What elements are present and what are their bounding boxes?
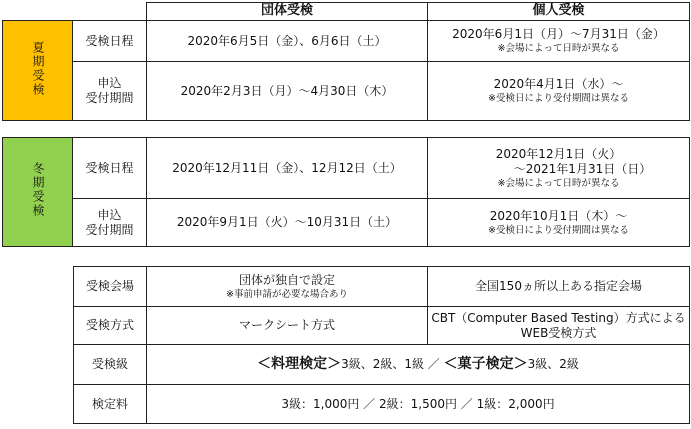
summer-season-label: 夏期受検 bbox=[3, 21, 73, 121]
winter-exam-date-individual-line2: ～2021年1月31日（日） bbox=[513, 161, 652, 176]
venue-label: 受検会場 bbox=[74, 267, 147, 307]
level-cooking-grades: 3級、2級、1級 ／ bbox=[341, 356, 444, 371]
winter-apply-individual-note: ※受検日により受付期間は異なる bbox=[488, 224, 629, 236]
method-group: マークシート方式 bbox=[147, 307, 428, 345]
header-group: 団体受検 bbox=[147, 3, 428, 21]
summer-apply-individual-note: ※受検日により受付期間は異なる bbox=[488, 93, 629, 105]
summer-schedule-table bbox=[2, 2, 690, 121]
winter-season-label: 冬期受検 bbox=[3, 138, 73, 247]
header-blank-cell bbox=[3, 3, 147, 21]
summer-exam-date-individual-text: 2020年6月1日（月）～7月31日（金） bbox=[452, 27, 665, 42]
level-sweets: ＜菓子検定＞ bbox=[443, 355, 528, 372]
method-label: 受検方式 bbox=[74, 307, 147, 345]
winter-apply-label: 申込 受付期間 bbox=[73, 199, 147, 247]
summer-apply-individual-text: 2020年4月1日（水）～ bbox=[493, 77, 624, 92]
fee-value: 3級：1,000円 ／ 2級：1,500円 ／ 1級：2,000円 bbox=[147, 385, 690, 424]
fee-label: 検定料 bbox=[74, 385, 147, 424]
venue-group bbox=[147, 267, 428, 307]
method-individual bbox=[428, 307, 690, 345]
summer-apply-group: 2020年2月3日（月）～4月30日（木） bbox=[147, 62, 428, 121]
exam-info-table bbox=[73, 266, 690, 424]
header-individual: 個人受検 bbox=[428, 3, 690, 21]
winter-exam-date-individual-line1: 2020年12月1日（火） bbox=[495, 146, 622, 161]
winter-exam-date-label: 受検日程 bbox=[73, 138, 147, 199]
winter-apply-group: 2020年9月1日（火）～10月31日（土） bbox=[147, 199, 428, 247]
level-cooking: ＜料理検定＞ bbox=[257, 355, 342, 372]
method-individual-line1: CBT（Computer Based Testing）方式による bbox=[431, 310, 686, 325]
winter-exam-date-individual-note: ※会場によって日時が異なる bbox=[497, 177, 620, 189]
level-value bbox=[147, 345, 690, 385]
summer-exam-date-label: 受検日程 bbox=[73, 21, 147, 62]
venue-group-note: ※事前申請が必要な場合あり bbox=[226, 288, 348, 300]
level-label: 受検級 bbox=[74, 345, 147, 385]
level-sweets-grades: 3級、2級 bbox=[527, 356, 579, 371]
summer-apply-label: 申込 受付期間 bbox=[73, 62, 147, 121]
winter-schedule-table bbox=[2, 137, 690, 247]
venue-individual: 全国150ヵ所以上ある指定会場 bbox=[428, 267, 690, 307]
venue-group-text: 団体が独自で設定 bbox=[238, 272, 335, 287]
winter-apply-individual-text: 2020年10月1日（木）～ bbox=[489, 208, 628, 223]
summer-exam-date-individual-note: ※会場によって日時が異なる bbox=[497, 43, 620, 55]
summer-exam-date-group: 2020年6月5日（金）、6月6日（土） bbox=[147, 21, 428, 62]
winter-exam-date-individual bbox=[428, 138, 690, 199]
winter-apply-individual bbox=[428, 199, 690, 247]
method-individual-line2: WEB受検方式 bbox=[520, 325, 597, 340]
summer-exam-date-individual bbox=[428, 21, 690, 62]
summer-apply-individual bbox=[428, 62, 690, 121]
winter-exam-date-group: 2020年12月11日（金）、12月12日（土） bbox=[147, 138, 428, 199]
